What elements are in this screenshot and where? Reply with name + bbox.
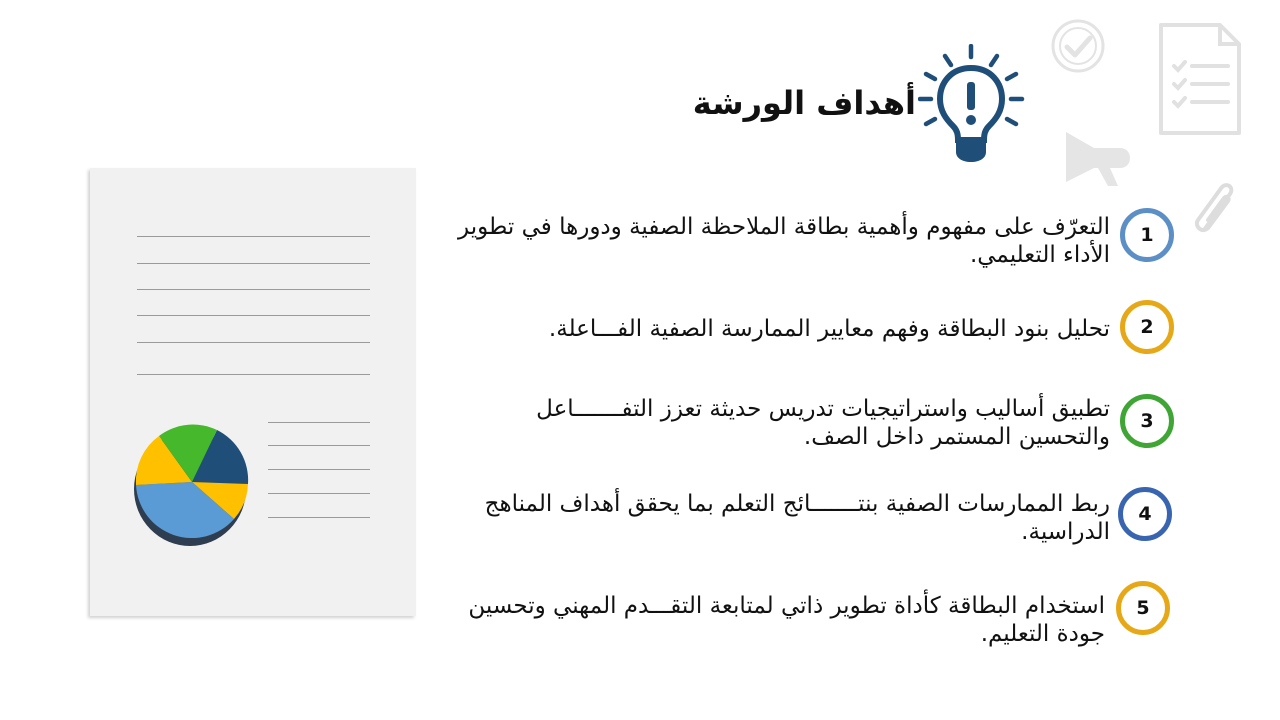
- checklist-document-icon: [1158, 22, 1242, 136]
- pie-chart-icon: [132, 418, 252, 548]
- objective-number-badge: 2: [1120, 300, 1174, 354]
- document-line: [137, 236, 370, 237]
- objective-number-badge: 3: [1120, 394, 1174, 448]
- objective-number-badge: 1: [1120, 208, 1174, 262]
- objective-text-5: استخدام البطاقة كأداة تطوير ذاتي لمتابعة التقـــدم المهني وتحسين جودة التعليم.: [468, 593, 1105, 647]
- objective-text-1: التعرّف على مفهوم وأهمية بطاقة الملاحظة الصفية ودورها في تطوير الأداء التعليمي.: [458, 214, 1110, 268]
- document-line: [268, 422, 370, 423]
- document-line: [137, 263, 370, 264]
- document-line: [268, 445, 370, 446]
- objective-number-badge: 4: [1118, 487, 1172, 541]
- objective-number-badge: 5: [1116, 581, 1170, 635]
- lightbulb-icon: [918, 44, 1028, 168]
- document-line: [137, 315, 370, 316]
- document-line: [137, 374, 370, 375]
- document-line: [268, 469, 370, 470]
- page-title: أهداف الورشة: [692, 84, 916, 122]
- objective-text-2: تحليل بنود البطاقة وفهم معايير الممارسة الصفية الفـــاعلة.: [548, 316, 1110, 342]
- document-line: [137, 342, 370, 343]
- objective-text-4: ربط الممارسات الصفية بنتـــــــائج التعلم بما يحقق أهداف المناهج الدراسية.: [484, 491, 1110, 545]
- megaphone-icon: [1060, 122, 1132, 188]
- document-line: [268, 517, 370, 518]
- document-line: [137, 289, 370, 290]
- check-badge-icon: [1050, 18, 1106, 74]
- document-illustration: [90, 168, 416, 616]
- objective-text-3: تطبيق أساليب واستراتيجيات تدريس حديثة تعزز التفـــــــاعل والتحسين المستمر داخل الصف.: [536, 396, 1110, 450]
- paperclip-icon: [1192, 180, 1242, 238]
- document-line: [268, 493, 370, 494]
